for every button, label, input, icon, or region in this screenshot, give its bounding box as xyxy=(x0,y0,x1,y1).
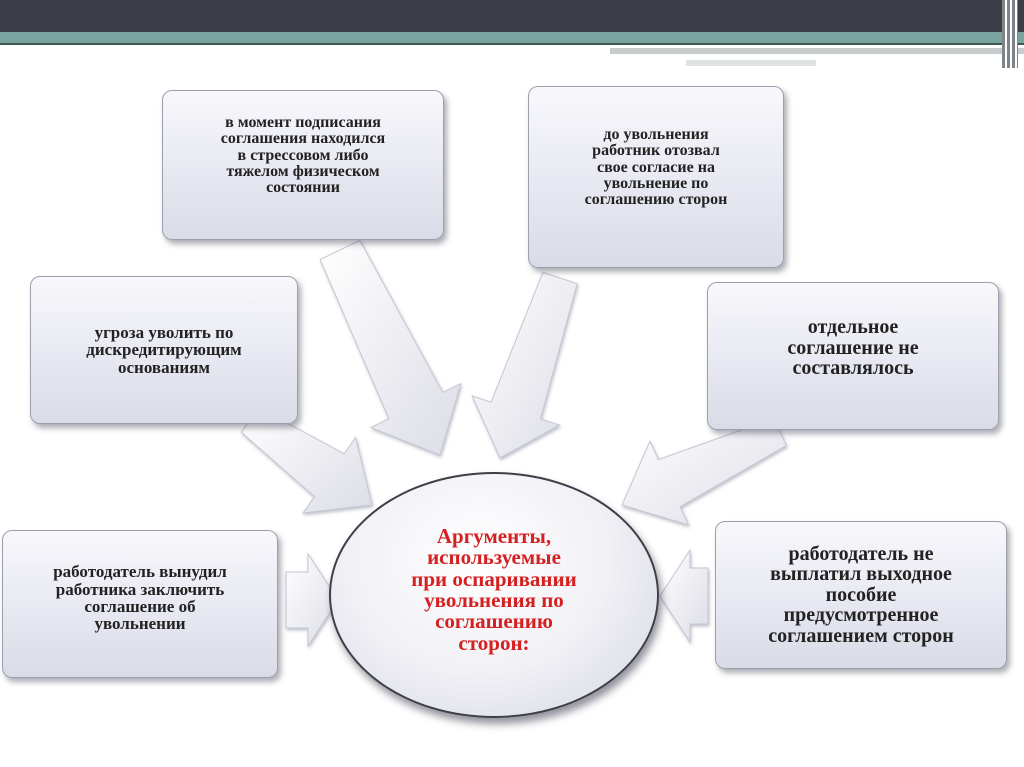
argument-box-stress-state xyxy=(162,90,444,240)
argument-text-severance-unpaid: работодатель не выплатил выходное пособие предусмотренное соглашением сторон xyxy=(768,543,954,647)
center-circle xyxy=(329,472,659,718)
argument-text-stress-state: в момент подписания соглашения находился в стрессовом либо тяжелом физическом состоянии xyxy=(220,114,386,197)
argument-box-severance-unpaid xyxy=(715,521,1007,669)
center-title: Аргументы, используемые при оспаривании увольнения по соглашению сторон: xyxy=(411,523,577,655)
arrow-from-stress-state xyxy=(320,240,461,455)
argument-box-no-separate-agreement xyxy=(707,282,999,430)
argument-box-employer-forced xyxy=(2,530,278,678)
arrow-from-severance-unpaid xyxy=(660,550,708,642)
arrow-from-no-separate-agreement xyxy=(622,418,786,525)
arrow-from-consent-revoked xyxy=(472,272,577,458)
argument-box-consent-revoked xyxy=(528,86,784,268)
argument-text-consent-revoked: до увольнения работник отозвал свое согласие на увольнение по соглашению сторон xyxy=(584,126,728,209)
argument-text-dismissal-threat: угроза уволить по дискредитирующим основаниям xyxy=(86,323,242,377)
argument-box-dismissal-threat xyxy=(30,276,298,424)
argument-text-no-separate-agreement: отдельное соглашение не составлялось xyxy=(787,316,919,380)
argument-text-employer-forced: работодатель вынудил работника заключить соглашение об увольнении xyxy=(53,562,227,634)
